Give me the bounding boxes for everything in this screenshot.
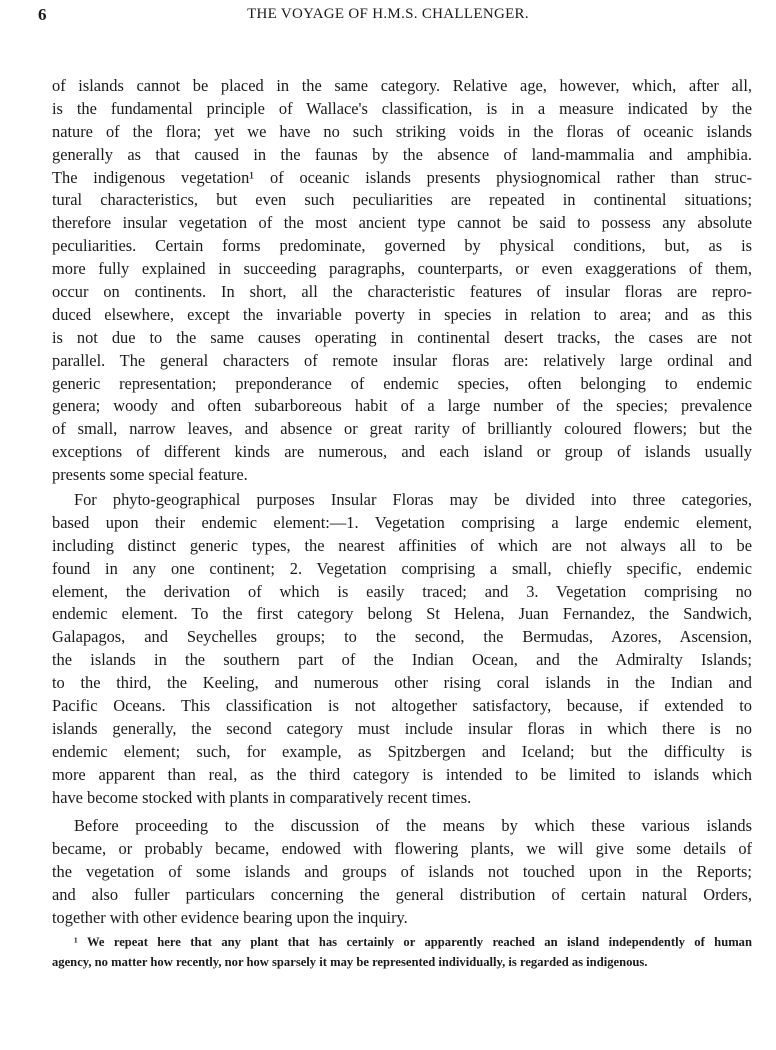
paragraph-2 bbox=[52, 489, 752, 809]
text-line: endemic element. To the first category belong St Helena, Juan Fernandez, the Sandwich, bbox=[52, 604, 752, 624]
text-line: became, or probably became, endowed with flowering plants, we will give some details of bbox=[52, 838, 752, 858]
text-line: element, the derivation of which is easily traced; and 3. Vegetation comprising no bbox=[52, 581, 752, 601]
text-line: generally as that caused in the faunas by the absence of land-mammalia and amphibia. bbox=[52, 144, 752, 164]
text-line: is the fundamental principle of Wallace's classification, is in a measure indicated by the bbox=[52, 98, 752, 118]
text-line: based upon their endemic element:—1. Vegetation comprising a large endemic element, bbox=[52, 512, 752, 532]
text-line: duced elsewhere, except the invariable poverty in species in relation to area; and as this bbox=[52, 304, 752, 324]
text-line: tural characteristics, but even such peculiarities are repeated in continental situations; bbox=[52, 190, 752, 210]
text-line: the islands in the southern part of the Indian Ocean, and the Admiralty Islands; bbox=[52, 650, 752, 670]
text-line: together with other evidence bearing upon the inquiry. bbox=[52, 907, 408, 927]
text-line: For phyto-geographical purposes Insular Floras may be divided into three categories, bbox=[74, 490, 752, 509]
text-line: to the third, the Keeling, and numerous other rising coral islands in the Indian and bbox=[52, 673, 752, 693]
footnote-line: ¹ We repeat here that any plant that has certainly or apparently reached an island independently of human bbox=[74, 935, 752, 949]
text-line: Before proceeding to the discussion of the means by which these various islands bbox=[74, 816, 752, 835]
text-line: nature of the flora; yet we have no such striking voids in the floras of oceanic islands bbox=[52, 121, 752, 141]
text-line: generic representation; preponderance of endemic species, often belonging to endemic bbox=[52, 373, 752, 393]
text-line: parallel. The general characters of remote insular floras are: relatively large ordinal and bbox=[52, 350, 752, 370]
text-line: therefore insular vegetation of the most ancient type cannot be said to possess any absolute bbox=[52, 213, 752, 233]
text-line: endemic element; such, for example, as Spitzbergen and Iceland; but the difficulty is bbox=[52, 741, 752, 761]
text-line: The indigenous vegetation¹ of oceanic islands presents physiognomical rather than struc- bbox=[52, 167, 752, 187]
text-line: Galapagos, and Seychelles groups; to the second, the Bermudas, Azores, Ascension, bbox=[52, 627, 752, 647]
text-line: presents some special feature. bbox=[52, 465, 248, 485]
text-line: is not due to the same causes operating in continental desert tracks, the cases are not bbox=[52, 327, 752, 347]
text-line: exceptions of different kinds are numerous, and each island or group of islands usually bbox=[52, 442, 752, 462]
text-line: and also fuller particulars concerning the general distribution of certain natural Orders, bbox=[52, 884, 752, 904]
footnote bbox=[52, 932, 752, 972]
paragraph-3 bbox=[52, 815, 752, 929]
page-number: 6 bbox=[38, 5, 47, 24]
footnote-line: agency, no matter how recently, nor how sparsely it may be represented individually, is regarded as indigenous. bbox=[52, 955, 648, 969]
text-line: the vegetation of some islands and groups of islands not touched upon in the Reports; bbox=[52, 861, 752, 881]
text-line: found in any one continent; 2. Vegetation comprising a small, chiefly specific, endemic bbox=[52, 558, 752, 578]
text-line: more fully explained in succeeding paragraphs, counterparts, or even exaggerations of them, bbox=[52, 259, 752, 279]
paragraph-1 bbox=[52, 75, 752, 487]
text-line: occur on continents. In short, all the characteristic features of insular floras are repro- bbox=[52, 282, 752, 302]
text-line: islands generally, the second category must include insular floras in which there is no bbox=[52, 718, 752, 738]
text-line: of islands cannot be placed in the same category. Relative age, however, which, after all, bbox=[52, 76, 752, 95]
running-title: THE VOYAGE OF H.M.S. CHALLENGER. bbox=[247, 6, 529, 22]
text-line: peculiarities. Certain forms predominate, governed by physical conditions, but, as is bbox=[52, 236, 752, 256]
text-line: of small, narrow leaves, and absence or great rarity of brilliantly coloured flowers; but the bbox=[52, 419, 752, 439]
text-line: Pacific Oceans. This classification is not altogether satisfactory, because, if extended to bbox=[52, 696, 752, 716]
text-line: including distinct generic types, the nearest affinities of which are not always all to be bbox=[52, 535, 752, 555]
text-line: more apparent than real, as the third category is intended to be limited to islands which bbox=[52, 764, 752, 784]
text-line: genera; woody and often subarboreous habit of a large number of the species; prevalence bbox=[52, 396, 752, 416]
text-line: have become stocked with plants in comparatively recent times. bbox=[52, 787, 472, 807]
